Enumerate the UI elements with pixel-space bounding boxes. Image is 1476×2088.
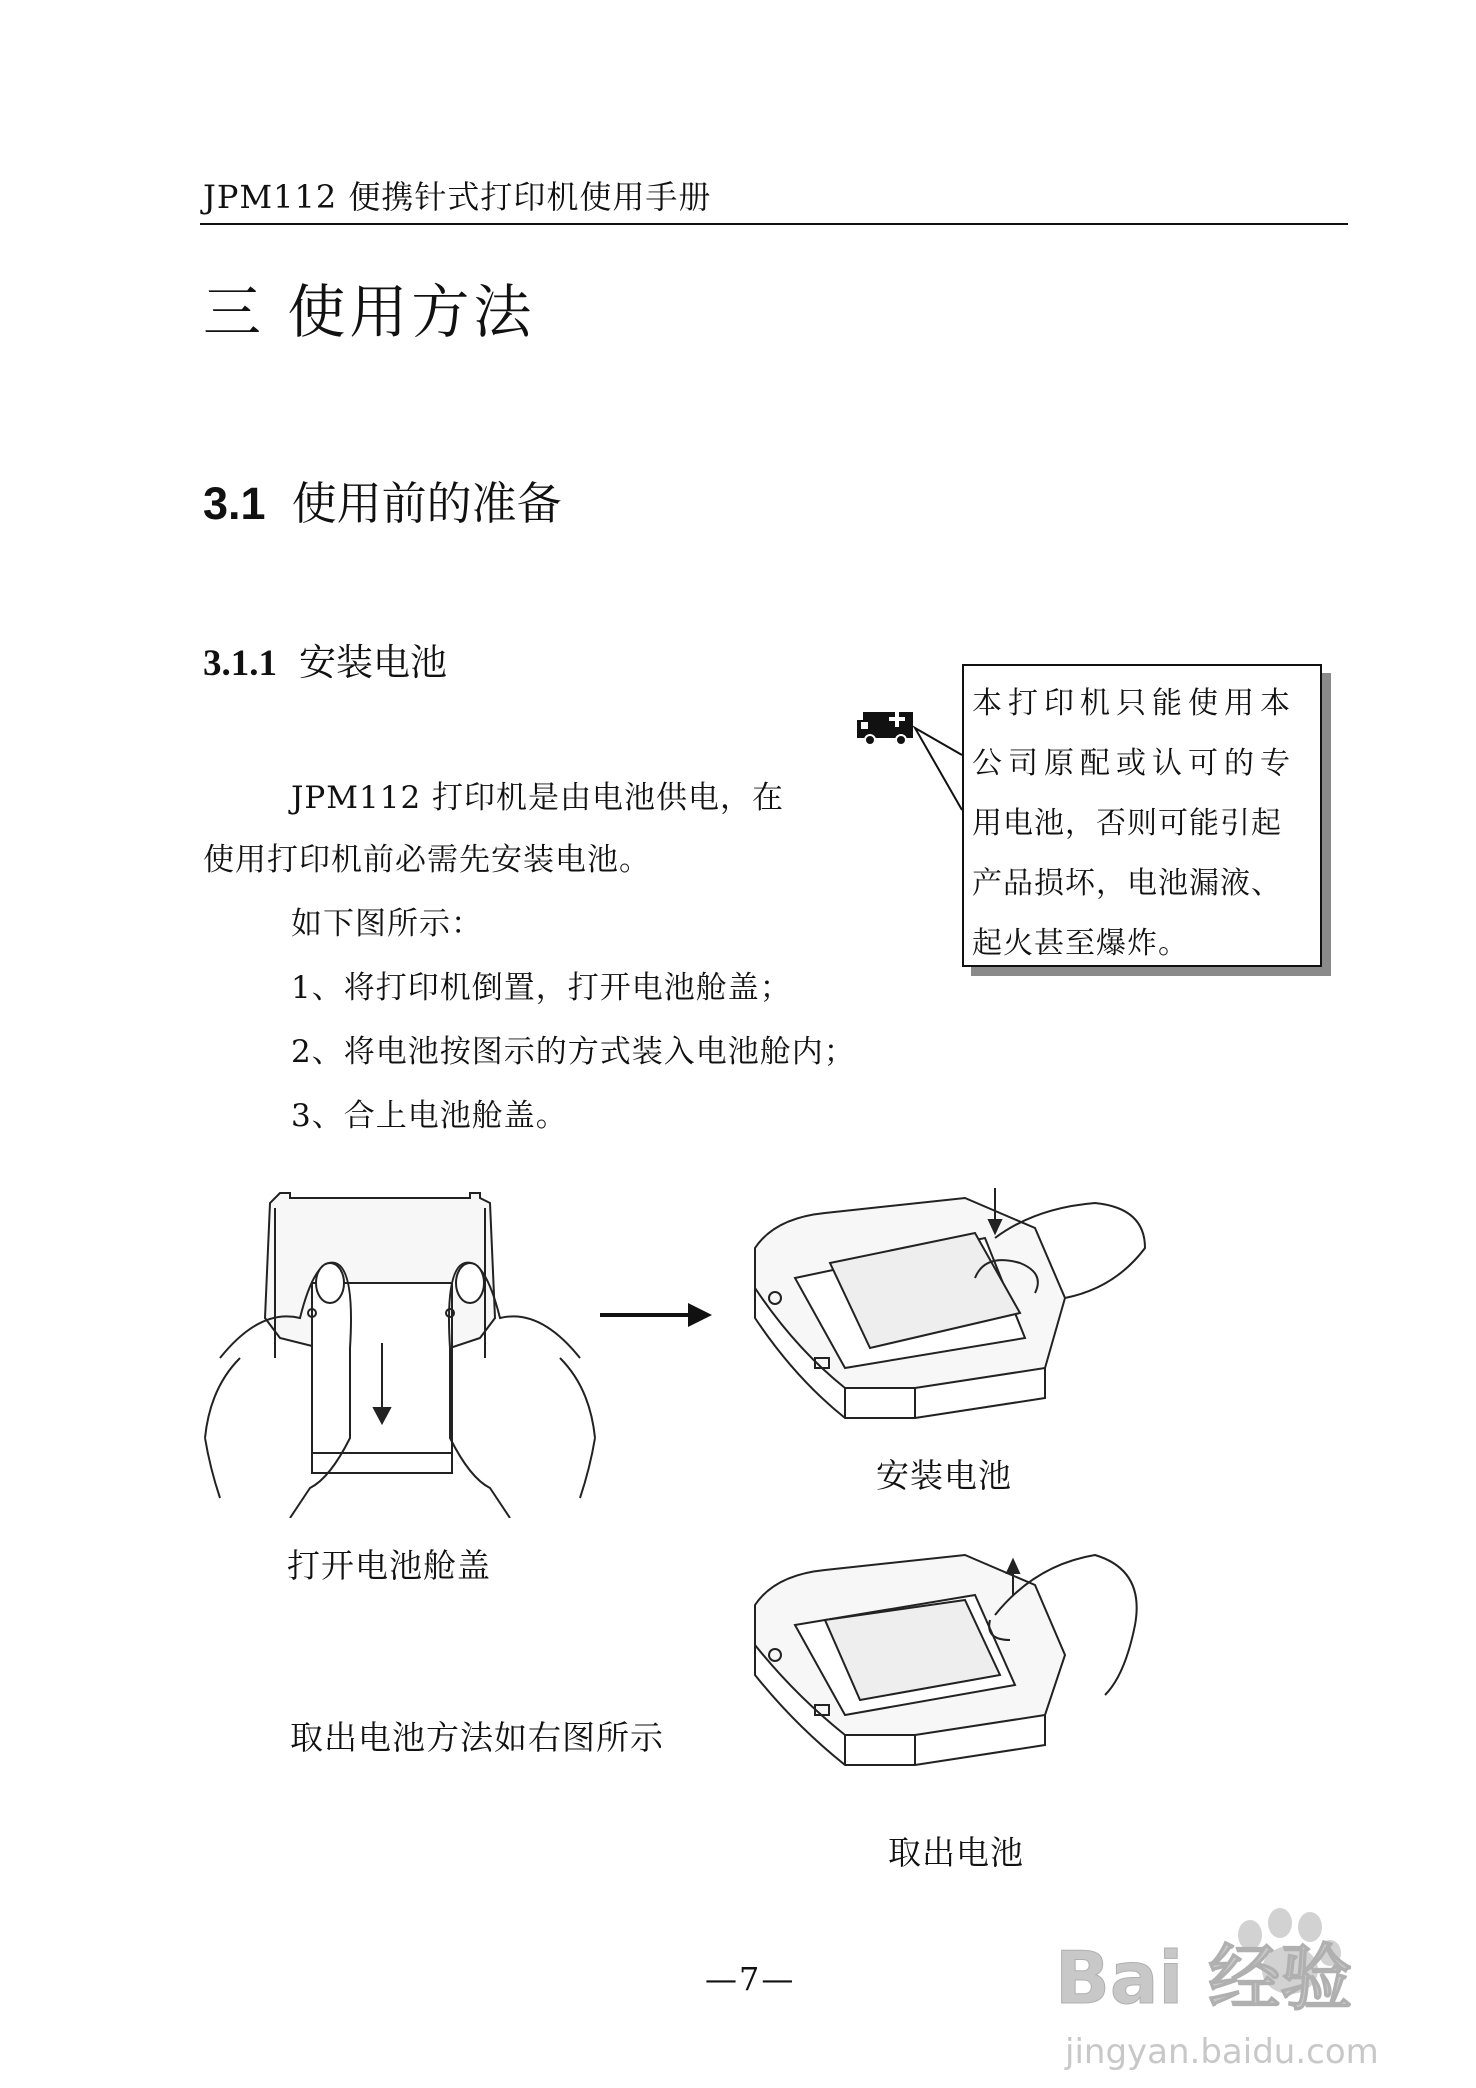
subsection-title: 安装电池 (299, 641, 447, 684)
open-cover-caption: 打开电池舱盖 (287, 1546, 491, 1585)
chapter-title: 三 使用方法 (203, 278, 536, 346)
remove-note: 取出电池方法如右图所示 (290, 1718, 664, 1757)
section-number: 3.1 (203, 478, 266, 529)
ambulance-icon (857, 711, 913, 745)
step-2: 2、将电池按图示的方式装入电池舱内； (291, 1034, 856, 1070)
remove-battery-illustration (735, 1545, 1155, 1795)
section-heading (203, 467, 562, 532)
page-number: —7— (705, 1960, 796, 1998)
right-arrow-icon (600, 1300, 715, 1330)
body-line-1: JPM112 打印机是由电池供电，在 (291, 780, 785, 816)
section-title: 使用前的准备 (291, 477, 562, 530)
install-caption: 安装电池 (876, 1456, 1012, 1495)
baidu-watermark (1045, 1875, 1465, 2085)
warning-line-2: 公司原配或认可的专 (972, 746, 1296, 781)
warning-callout-pointer (855, 700, 970, 850)
watermark-url: jingyan.baidu.com (1065, 2032, 1379, 2072)
header-title: JPM112 便携针式打印机使用手册 (203, 178, 712, 216)
install-battery-illustration (735, 1188, 1155, 1448)
watermark-brand: Bai 经验 (1055, 1936, 1353, 2020)
open-cover-illustration (200, 1188, 600, 1518)
step-1: 1、将打印机倒置，打开电池舱盖； (291, 970, 792, 1006)
header-divider (200, 223, 1348, 225)
subsection-heading (203, 632, 447, 686)
warning-box (962, 664, 1322, 967)
warning-line-3: 用电池，否则可能引起 (972, 806, 1282, 841)
body-line-3: 如下图所示： (291, 906, 483, 942)
warning-line-4: 产品损坏，电池漏液、 (972, 866, 1282, 901)
warning-line-5: 起火甚至爆炸。 (972, 926, 1189, 961)
warning-line-1: 本打印机只能使用本 (972, 686, 1296, 721)
subsection-number: 3.1.1 (203, 643, 277, 684)
body-line-2: 使用打印机前必需先安装电池。 (203, 842, 651, 878)
remove-caption: 取出电池 (888, 1833, 1024, 1872)
step-3: 3、合上电池舱盖。 (291, 1098, 568, 1134)
